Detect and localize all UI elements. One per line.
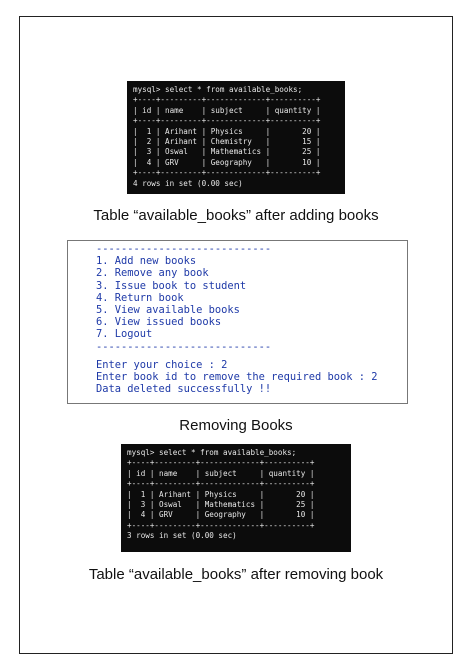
menu-item: 6. View issued books — [96, 316, 222, 329]
remove-prompt: Enter book id to remove the required book : 2 — [96, 371, 378, 384]
caption-after-removing: Table “available_books” after removing book — [88, 566, 384, 583]
menu-rule-top: ---------------------------- — [96, 243, 272, 255]
mysql-terminal-after — [121, 444, 351, 552]
terminal-line: | 3 | Oswal | Mathematics | 25 | — [133, 147, 321, 157]
menu-item: 5. View available books — [96, 304, 240, 317]
menu-item: 7. Logout — [96, 328, 153, 341]
terminal-line: +----+---------+-------------+----------+ — [127, 479, 315, 489]
terminal-line: mysql> select * from available_books; — [133, 85, 303, 94]
terminal-line: +----+---------+-------------+----------+ — [133, 95, 321, 105]
terminal-line: | 4 | GRV | Geography | 10 | — [127, 510, 315, 520]
terminal-line: | 3 | Oswal | Mathematics | 25 | — [127, 500, 315, 510]
terminal-line: | 2 | Arihant | Chemistry | 15 | — [133, 137, 321, 147]
menu-item: 4. Return book — [96, 291, 184, 304]
terminal-line: +----+---------+-------------+----------+ — [127, 458, 315, 468]
caption-removing: Removing Books — [179, 417, 293, 434]
terminal-line: | 1 | Arihant | Physics | 20 | — [127, 489, 315, 499]
menu-item: 2. Remove any book — [96, 267, 209, 280]
caption-after-adding: Table “available_books” after adding books — [93, 207, 379, 224]
terminal-line: | id | name | subject | quantity | — [127, 468, 315, 478]
terminal-line: +----+---------+-------------+----------+ — [133, 116, 321, 126]
console-window — [67, 240, 408, 404]
console-output — [96, 359, 378, 396]
menu-rule-bottom: ---------------------------- — [96, 340, 272, 353]
terminal-line: | id | name | subject | quantity | — [133, 105, 321, 115]
terminal-line: | 4 | GRV | Geography | 10 | — [133, 157, 321, 167]
menu-item: 3. Issue book to student — [96, 279, 247, 292]
terminal-line: mysql> select * from available_books; — [127, 448, 297, 457]
terminal-line: 3 rows in set (0.00 sec) — [127, 531, 237, 541]
terminal-line: | 1 | Arihant | Physics | 20 | — [133, 126, 321, 136]
terminal-line: +----+---------+-------------+----------+ — [133, 168, 321, 178]
menu-item: 1. Add new books — [96, 255, 197, 268]
success-message: Data deleted successfully !! — [96, 383, 272, 396]
terminal-line: 4 rows in set (0.00 sec) — [133, 178, 243, 188]
terminal-line: +----+---------+-------------+----------+ — [127, 520, 315, 530]
mysql-terminal-before — [127, 81, 345, 194]
choice-prompt: Enter your choice : 2 — [96, 359, 228, 371]
